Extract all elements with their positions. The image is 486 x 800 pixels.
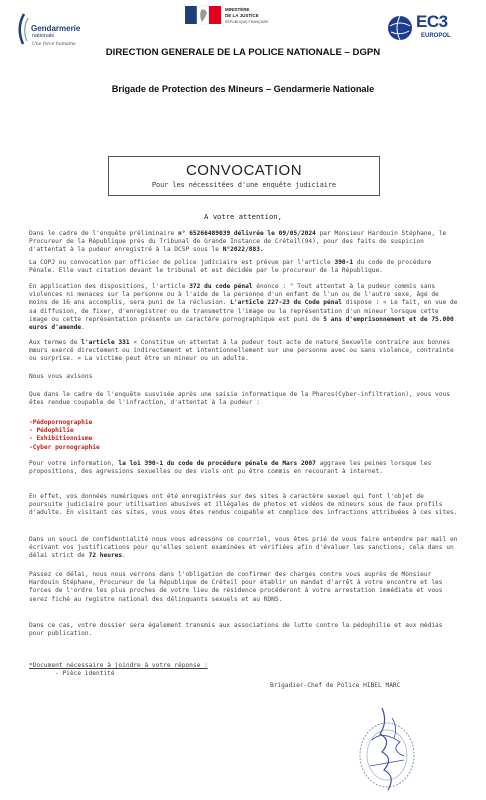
paragraph-loi: Pour votre information, la loi 390-1 du code de procédure pénale de Mars 2007 aggrave les peines lorsque les propositions, des agressions sexuelles ou des viols ont pu être commis en recourant à internet. bbox=[29, 460, 432, 476]
globe-icon bbox=[386, 14, 414, 42]
paragraph-copj: La COPJ ou convocation par officier de police judiciaire est prévue par l'article 390-1 du code de procédure Pénale. Elle vaut citation devant le tribunal et est décidée par le procureur de la République. bbox=[29, 259, 432, 275]
offence-item: - Pédophilie bbox=[29, 427, 74, 435]
gendarmerie-name: Gendarmerie bbox=[31, 24, 81, 33]
paragraph-medias: Dans ce cas, votre dossier sera également transmis aux associations de lutte contre la pédophilie et aux médias pour publication. bbox=[29, 622, 443, 638]
paragraph-pharos: Que dans le cadre de l'enquête susvisée après une saisie informatique de la Pharos(Cyber-infiltration), vous vous êtes rendue coupable de l'infraction, d'attentat à la pudeur : bbox=[29, 391, 450, 407]
paragraph-delai: Passez ce délai, nous nous verrons dans l'obligation de confirmer des charges contre vous auprès de Monsieur Hardouin Stéphane, Procureur de la République de Créteil pour établir un mandat d'arrêt à votre encontre et les forces de l'ordre les plus proches de votre lieu de résidence procéderont à votre arrestation immédiate et vous serez fiché au registre national des délinquants sexuels et au RDNS. bbox=[29, 571, 443, 603]
salutation: A votre attention, bbox=[204, 212, 282, 221]
offence-item: - Exhibitionnisme bbox=[29, 435, 93, 443]
paragraph-donnees: En effet, vos données numériques ont été enregistrées sur des sites à caractère sexuel qui font l'objet de poursuite judiciaire pour utilisation abusives et illégales de photos et vidéos de mineurs sous de faux profils d'adulte. En visitant ces sites, vous vous êtes rendus coupable et complice des infractions attribuées à ces sites. bbox=[29, 493, 458, 517]
offence-item: -Cyber pornographie bbox=[29, 443, 100, 451]
marianne-icon bbox=[185, 4, 225, 28]
convocation-box bbox=[108, 156, 380, 196]
paragraph-article-331: Aux termes de l'article 331 « Constitue un attentat à la pudeur tout acte de nature Sexuelle contraire aux bonnes mœurs exercé directement ou indirectement et intentionnellement sur une personne avec ou sans violence, contrainte ou surprise. » La victime peut être un mineur ou un adulte. bbox=[29, 339, 454, 363]
gendarmerie-logo bbox=[14, 10, 86, 52]
document-note-item: - Pièce identité bbox=[55, 670, 115, 678]
document-note-title: *Document nécessaire à joindre à votre réponse : bbox=[29, 662, 208, 669]
signature-stamp bbox=[352, 700, 422, 795]
europol-text: EC3 bbox=[416, 12, 448, 31]
offences-list bbox=[29, 419, 229, 452]
ministry-justice-logo bbox=[177, 4, 297, 44]
convocation-subtitle: Pour les nécessitées d'une enquête judiciaire bbox=[151, 181, 337, 189]
ministry-line3: RÉPUBLIQUE FRANÇAISE bbox=[225, 20, 269, 24]
ministry-line1: MINISTÈRE bbox=[225, 7, 250, 12]
europol-sub: EUROPOL bbox=[421, 33, 451, 39]
gendarmerie-sub: nationale bbox=[32, 33, 55, 39]
signature-icon bbox=[352, 700, 422, 795]
offence-item: -Pédopornographie bbox=[29, 419, 93, 426]
paragraph-confidentialite: Dans un souci de confidentialité nous vous adressons ce courriel, vous êtes prié de vous faire entendre par mail en écrivant vos justifications pour qu'elles soient examinées et vérifiées afin d'évaluer les sanctions, cela dans un délai strict de 72 heures. bbox=[29, 536, 458, 560]
convocation-title: CONVOCATION bbox=[185, 162, 303, 179]
ministry-line2: DE LA JUSTICE bbox=[225, 13, 259, 18]
paragraph-avisons: Nous vous avisons bbox=[29, 373, 93, 380]
brigade-heading: Brigade de Protection des Mineurs – Gendarmerie Nationale bbox=[111, 84, 375, 94]
signatory: Brigadier-Chef de Police HIBEL MARC bbox=[270, 682, 401, 689]
paragraph-articles: En application des dispositions, l'article 372 du code pénal énonce : " Tout attentat à la pudeur commis sans violences ni menaces sur la personne ou à l'aide de la personne d'un enfant de l'un ou de l'autre sexe, âgé de moins de 16 ans accomplis, sera puni de la réclusion. L'article 227-23 du Code pénal dispose : « Le fait, en vue de sa diffusion, de fixer, d'enregistrer ou de transmettre l'image ou la représentation d'un mineur lorsque cette image ou cette représentation présente un caractère pornographique est puni de 5 ans d'emprisonnement et de 75.000 euros d'amende. bbox=[29, 283, 458, 332]
direction-heading: DIRECTION GENERALE DE LA POLICE NATIONALE – DGPN bbox=[105, 47, 381, 58]
document-note bbox=[29, 662, 289, 678]
paragraph-enquete: Dans le cadre de l'enquête préliminaire n° 65266489039 délivrée le 09/05/2024 par Monsieur Hardouin Stéphane, le Procureur de la République près du Tribunal de Grande Instance de Créteil(94), pour des faits de suspicion d'attentat à la pudeur enregistré à la DCSP sous le N°2022/883. bbox=[29, 230, 447, 254]
gendarmerie-motto: Une force humaine bbox=[32, 42, 76, 47]
europol-logo bbox=[386, 12, 470, 46]
